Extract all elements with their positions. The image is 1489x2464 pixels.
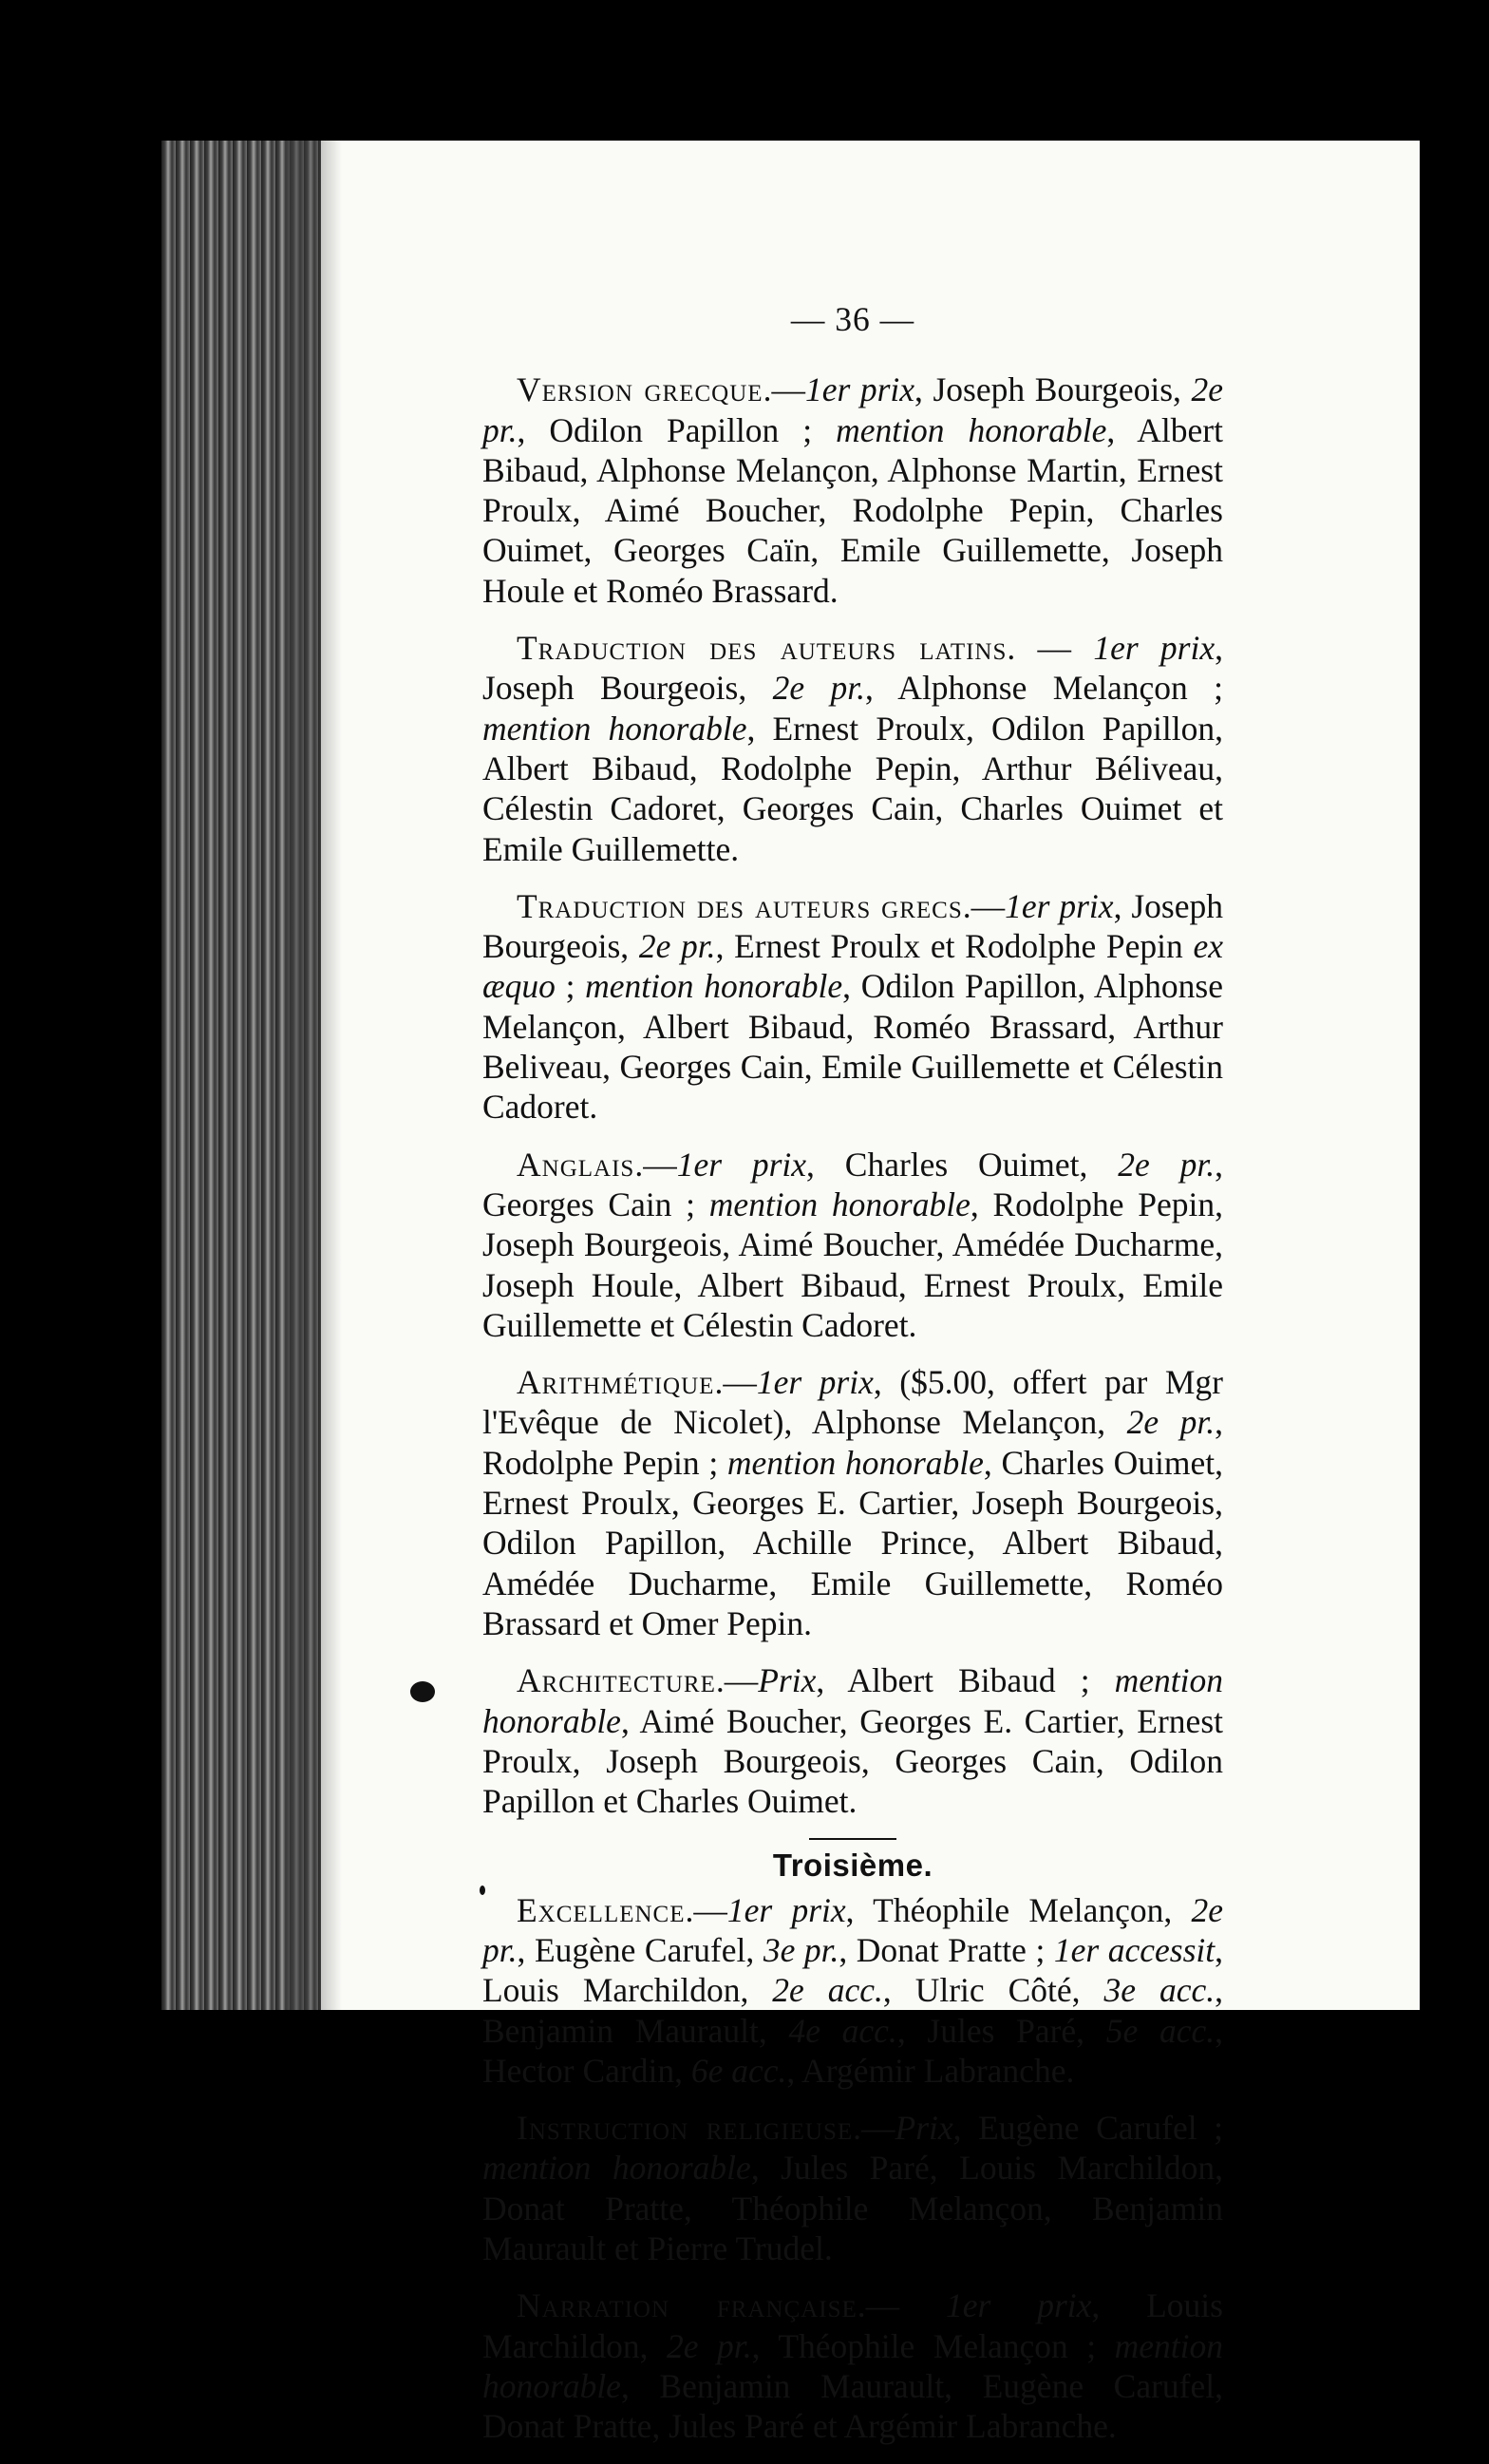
- body-text: , Ulric Côté,: [882, 1971, 1104, 2010]
- body-text: , Albert Bibaud, Alphonse Melançon, Alphonse Martin, Ernest Proulx, Aimé Boucher, Rodolphe Pepin, Charles Ouimet, Georges Caïn, Emile Guillemette, Joseph Houle et Roméo Brassard.: [482, 410, 1223, 610]
- italic-text: 5e acc.: [1105, 2011, 1216, 2050]
- italic-text: Prix: [758, 1661, 817, 1700]
- body-text: , Louis Marchildon,: [482, 2286, 1223, 2365]
- subject-heading: Version grecque: [517, 370, 763, 409]
- body-text: , Ernest Proulx, Odilon Papillon, Albert Bibaud, Rodolphe Pepin, Arthur Béliveau, Célestin Cadoret, Georges Cain, Charles Ouimet et Emile Guillemette.: [482, 709, 1223, 868]
- italic-text: mention honorable: [482, 709, 747, 748]
- body-text: , Louis Marchildon,: [482, 1930, 1223, 2010]
- paragraph-excellence: [482, 1890, 1223, 2091]
- italic-text: mention honorable: [726, 1443, 984, 1482]
- italic-text: mention honorable: [708, 1185, 971, 1223]
- italic-text: 3e pr.: [763, 1930, 839, 1969]
- subject-heading: Architecture: [517, 1661, 716, 1700]
- body-text: .—: [714, 1363, 757, 1402]
- paragraph-instruction-religieuse: [482, 2108, 1223, 2268]
- page-number: — 36 —: [790, 300, 915, 338]
- italic-text: mention honorable: [585, 967, 843, 1006]
- body-text: , Argémir Labranche.: [786, 2051, 1075, 2090]
- italic-text: 4e acc.: [788, 2011, 897, 2050]
- body-text: , Hector Cardin,: [482, 2011, 1223, 2090]
- body-text: , Georges Cain ;: [482, 1145, 1223, 1223]
- italic-text: 1er prix: [1005, 886, 1114, 925]
- body-text: , Odilon Papillon ;: [517, 410, 837, 449]
- body-text: ;: [555, 967, 586, 1006]
- body-text: , Odilon Papillon, Alphonse Melançon, Albert Bibaud, Roméo Brassard, Arthur Beliveau, Georges Cain, Emile Guillemette et Célestin Cadoret.: [482, 967, 1223, 1127]
- italic-text: 1er accessit: [1053, 1930, 1216, 1969]
- italic-text: 1er prix: [726, 1890, 846, 1929]
- body-text: , Charles Ouimet, Ernest Proulx, Georges E. Cartier, Joseph Bourgeois, Odilon Papillon, Achille Prince, Albert Bibaud, Amédée Ducharme, Emile Guillemette, Roméo Brassard et Omer Pepin.: [482, 1443, 1223, 1642]
- italic-text: 2e pr.: [667, 2326, 752, 2365]
- body-text: , Théophile Melançon,: [845, 1890, 1192, 1929]
- italic-text: 1er prix: [1093, 629, 1216, 668]
- subject-heading: Arithmétique: [517, 1363, 715, 1402]
- gutter-fade: [285, 141, 342, 2010]
- italic-text: mention honorable: [482, 1661, 1223, 1740]
- italic-text: 2e pr.: [1118, 1145, 1216, 1184]
- body-text: , Eugène Carufel ;: [952, 2109, 1223, 2148]
- italic-text: 2e acc.: [772, 1971, 883, 2010]
- body-text: , Rodolphe Pepin ;: [482, 1403, 1223, 1482]
- body-text: , Joseph Bourgeois,: [482, 629, 1223, 708]
- subject-heading: Narration française: [517, 2286, 858, 2325]
- italic-text: ex æquo: [482, 927, 1223, 1006]
- section-divider-rule: [809, 1838, 896, 1840]
- body-text: , Benjamin Maurault, Eugène Carufel, Donat Pratte, Jules Paré et Argémir Labranche.: [482, 2366, 1223, 2446]
- prize-list-before: [482, 370, 1223, 1821]
- italic-text: 1er prix: [756, 1363, 874, 1402]
- body-text: . —: [1007, 629, 1094, 668]
- italic-text: 1er prix: [804, 370, 915, 409]
- body-text: .—: [634, 1145, 677, 1184]
- italic-text: Prix: [895, 2109, 953, 2148]
- subject-heading: Excellence: [517, 1890, 686, 1929]
- body-text: , Théophile Melançon ;: [751, 2326, 1115, 2365]
- italic-text: 1er prix: [676, 1145, 807, 1184]
- paragraph-traduction-latins: [482, 628, 1223, 869]
- body-text: .—: [685, 1890, 727, 1929]
- body-text: .—: [715, 1661, 759, 1700]
- body-text: .—: [857, 2286, 947, 2325]
- body-text: , Alphonse Melançon ;: [865, 669, 1223, 708]
- body-text: , Albert Bibaud ;: [816, 1661, 1115, 1700]
- body-text: , Donat Pratte ;: [839, 1930, 1054, 1969]
- body-text: .—: [763, 370, 805, 409]
- body-text: , Charles Ouimet,: [806, 1145, 1119, 1184]
- prize-list-after: [482, 1890, 1223, 2447]
- body-text: , Jules Paré,: [896, 2011, 1106, 2050]
- ink-blot-mark: [410, 1681, 435, 1702]
- italic-text: 2e pr.: [1126, 1403, 1216, 1442]
- paragraph-architecture: [482, 1660, 1223, 1821]
- body-text: , Joseph Bourgeois,: [914, 370, 1192, 409]
- body-text: , Joseph Bourgeois,: [482, 886, 1223, 966]
- paragraph-version-grecque: [482, 370, 1223, 611]
- italic-text: 2e pr.: [638, 927, 716, 966]
- paragraph-anglais: [482, 1145, 1223, 1345]
- body-text: , Eugène Carufel,: [517, 1930, 763, 1969]
- paragraph-arithmetique: [482, 1362, 1223, 1643]
- subject-heading: Traduction des auteurs grecs: [517, 886, 963, 925]
- paragraph-traduction-grecs: [482, 886, 1223, 1128]
- italic-text: 3e acc.: [1103, 1971, 1216, 2010]
- italic-text: 2e pr.: [772, 669, 865, 708]
- paragraph-narration-francaise: [482, 2285, 1223, 2446]
- body-text: , Aimé Boucher, Georges E. Cartier, Ernest Proulx, Joseph Bourgeois, Georges Cain, Odilon Papillon et Charles Ouimet.: [482, 1701, 1223, 1821]
- body-text: , Benjamin Maurault,: [482, 1971, 1223, 2050]
- body-text: .—: [853, 2109, 895, 2148]
- italic-text: 6e acc.: [690, 2051, 787, 2090]
- italic-text: mention honorable: [836, 410, 1107, 449]
- italic-text: 2e pr.: [482, 370, 1223, 449]
- italic-text: mention honorable: [482, 2149, 751, 2188]
- subject-heading: Instruction religieuse: [517, 2109, 854, 2148]
- body-text: , Ernest Proulx et Rodolphe Pepin: [715, 927, 1194, 966]
- section-heading: Troisième.: [772, 1848, 933, 1884]
- italic-text: 1er prix: [946, 2286, 1092, 2325]
- italic-text: mention honorable: [482, 2326, 1224, 2405]
- body-text: , Jules Paré, Louis Marchildon, Donat Pratte, Théophile Melançon, Benjamin Maurault et Pierre Trudel.: [482, 2149, 1223, 2268]
- body-text: , Rodolphe Pepin, Joseph Bourgeois, Aimé Boucher, Amédée Ducharme, Joseph Houle, Albert Bibaud, Ernest Proulx, Emile Guillemette et Célestin Cadoret.: [482, 1185, 1223, 1344]
- italic-text: 2e pr.: [482, 1890, 1224, 1969]
- body-text: , ($5.00, offert par Mgr l'Evêque de Nicolet), Alphonse Melançon,: [482, 1363, 1224, 1442]
- subject-heading: Anglais: [517, 1145, 635, 1184]
- body-text: .—: [962, 886, 1006, 925]
- subject-heading: Traduction des auteurs latins: [517, 629, 1008, 668]
- page-text-column: [482, 299, 1223, 2464]
